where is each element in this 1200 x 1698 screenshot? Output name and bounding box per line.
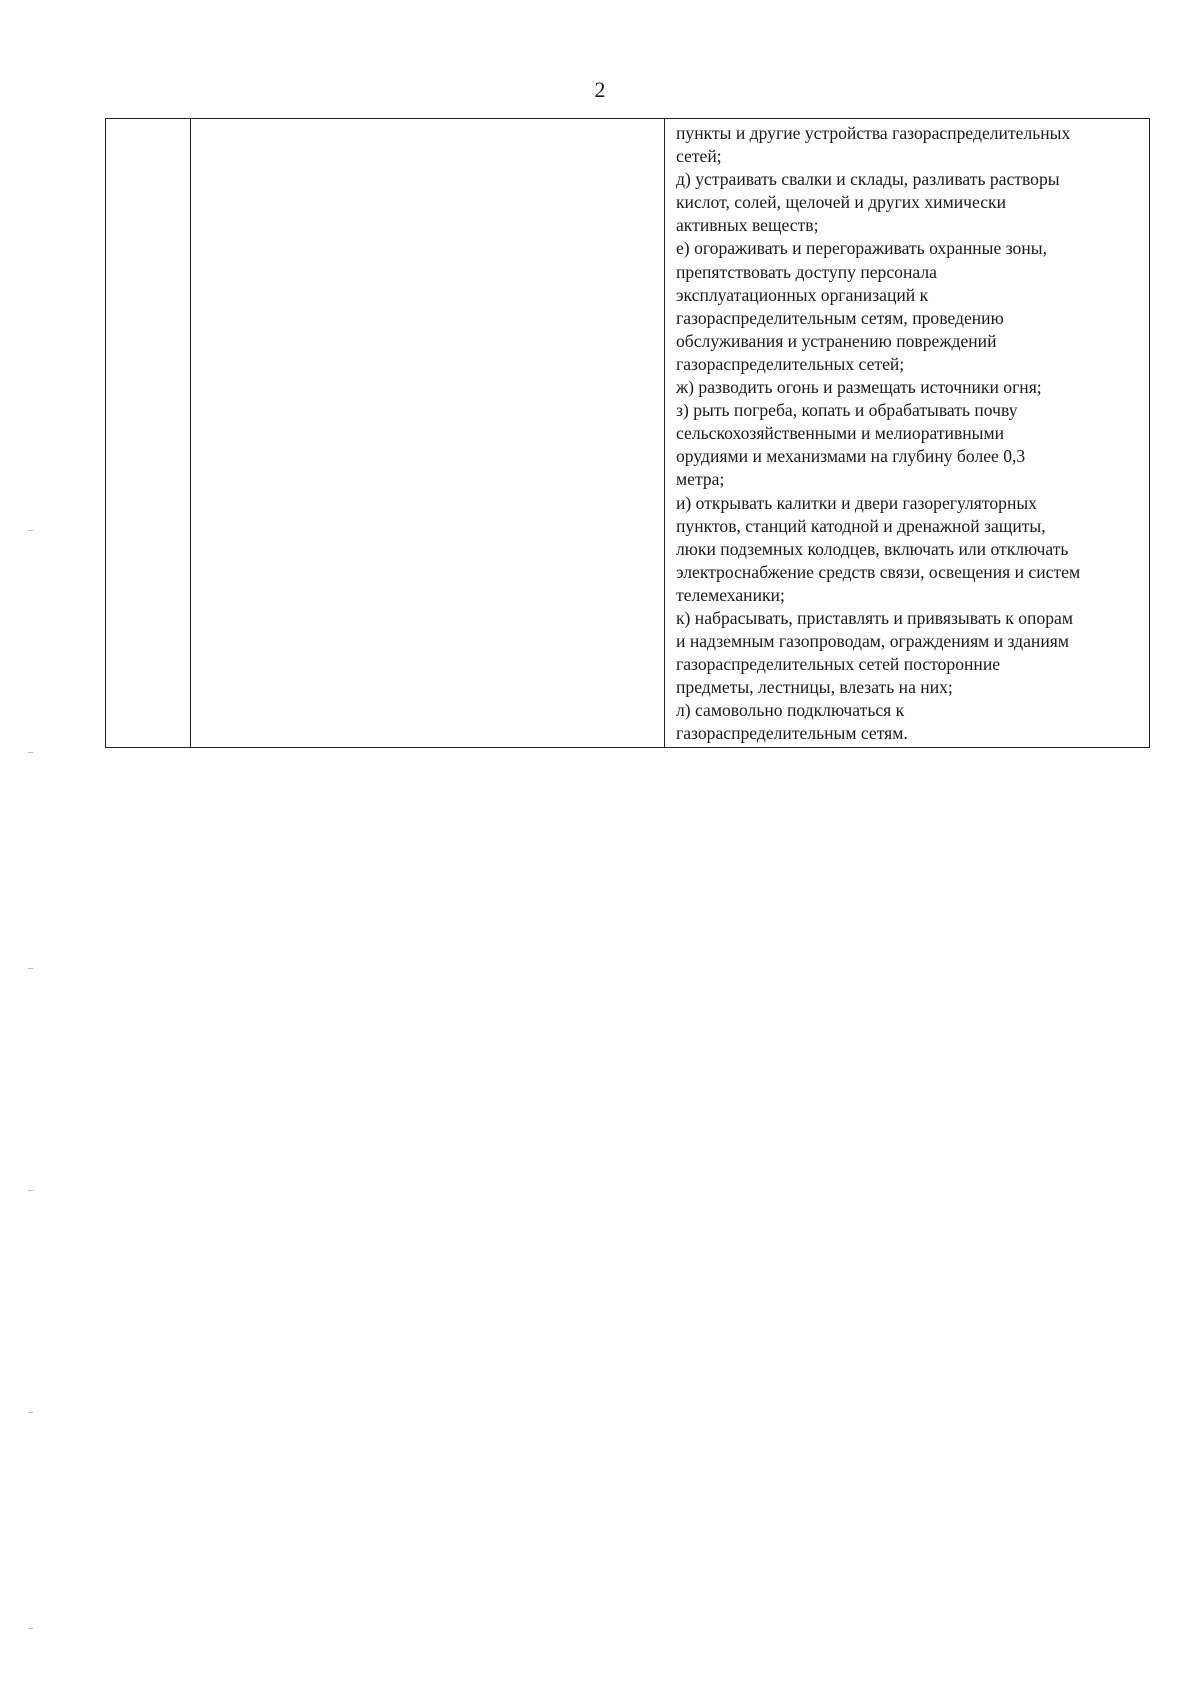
restriction-line: орудиями и механизмами на глубину более 0,3 — [676, 446, 1026, 467]
restriction-line: электроснабжение средств связи, освещения и систем — [676, 561, 1081, 582]
restriction-line: сетей; — [676, 146, 722, 167]
scan-mark — [28, 1412, 33, 1413]
restriction-line: метра; — [676, 469, 725, 490]
restriction-line: газораспределительным сетям, проведению — [676, 307, 1004, 328]
restriction-line: эксплуатационных организаций к — [676, 284, 929, 305]
restrictions-table — [105, 118, 1150, 748]
table-cell-restrictions — [665, 119, 1149, 747]
scan-mark — [28, 530, 33, 531]
page-number: 2 — [594, 77, 606, 102]
table-cell-description — [191, 119, 665, 747]
restriction-line: к) набрасывать, приставлять и привязывать к опорам — [676, 607, 1073, 628]
restriction-line: и) открывать калитки и двери газорегуляторных — [676, 492, 1037, 513]
restriction-line: препятствовать доступу персонала — [676, 261, 937, 282]
restriction-line: люки подземных колодцев, включать или отключать — [676, 538, 1069, 559]
restriction-line: и надземным газопроводам, ограждениям и зданиям — [676, 631, 1069, 652]
restriction-line: е) огораживать и перегораживать охранные зоны, — [676, 238, 1047, 259]
restriction-line: л) самовольно подключаться к — [676, 700, 905, 721]
restriction-line: пунктов, станций катодной и дренажной защиты, — [676, 515, 1046, 536]
scan-mark — [28, 1190, 33, 1191]
scan-mark — [28, 752, 33, 753]
restriction-line: сельскохозяйственными и мелиоративными — [676, 423, 1005, 444]
restriction-line: предметы, лестницы, влезать на них; — [676, 677, 953, 698]
scan-mark — [28, 1628, 33, 1629]
scan-mark — [28, 968, 33, 969]
restriction-line: обслуживания и устранению повреждений — [676, 330, 997, 351]
restriction-line: активных веществ; — [676, 215, 819, 236]
restriction-line: пункты и другие устройства газораспределительных — [676, 123, 1071, 143]
restriction-line: з) рыть погреба, копать и обрабатывать почву — [676, 400, 1018, 421]
table-cell-number — [106, 119, 191, 747]
restriction-line: газораспределительных сетей посторонние — [676, 654, 1001, 675]
restriction-line: кислот, солей, щелочей и других химически — [676, 192, 1006, 213]
restriction-line: ж) разводить огонь и размещать источники огня; — [676, 377, 1042, 398]
restriction-line: телемеханики; — [676, 584, 785, 605]
restriction-line: д) устраивать свалки и склады, разливать растворы — [676, 169, 1060, 190]
restriction-line: газораспределительных сетей; — [676, 353, 905, 374]
restriction-line: газораспределительным сетям. — [676, 723, 908, 744]
